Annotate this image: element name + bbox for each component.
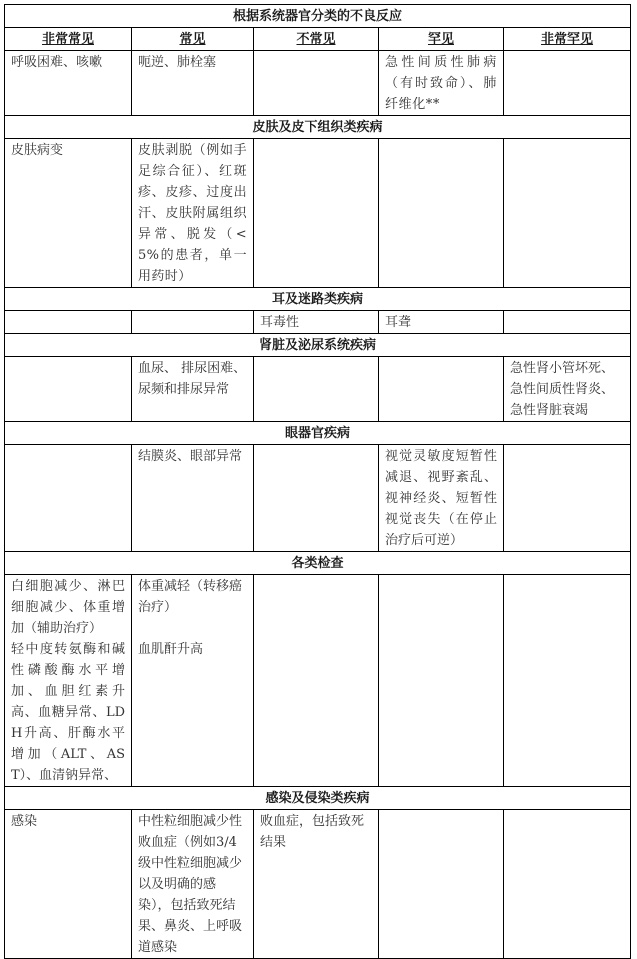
column-header-common: 常见: [132, 28, 254, 51]
cell-very-rare: [504, 139, 631, 288]
cell-uncommon: [254, 51, 379, 116]
cell-very-rare: [504, 445, 631, 552]
cell-common: 呃逆、肺栓塞: [132, 51, 254, 116]
cell-uncommon: [254, 139, 379, 288]
cell-common: 皮肤剥脱（例如手足综合征）、红斑疹、皮疹、过度出汗、皮肤附属组织异常、脱发（<5%的患者，单一用药时）: [132, 139, 254, 288]
cell-very-rare: 急性肾小管坏死、急性间质性肾炎、急性肾脏衰竭: [504, 357, 631, 422]
section-header-row: [5, 787, 631, 810]
table-row-respiratory: [5, 51, 631, 116]
section-header-row: [5, 288, 631, 311]
cell-very-common: [5, 357, 132, 422]
column-header-very-common: 非常常见: [5, 28, 132, 51]
cell-rare: 视觉灵敏度短暂性减退、视野紊乱、视神经炎、短暂性视觉丧失（在停止治疗后可逆）: [379, 445, 504, 552]
adverse-reactions-table: [4, 4, 631, 959]
section-header-eye: 眼器官疾病: [5, 422, 631, 445]
section-header-investigations: 各类检查: [5, 552, 631, 575]
cell-rare: [379, 810, 504, 959]
column-header-very-rare: 非常罕见: [504, 28, 631, 51]
cell-rare: [379, 357, 504, 422]
table-row-kidney: [5, 357, 631, 422]
cell-uncommon: [254, 575, 379, 787]
cell-common: 血尿、 排尿困难、尿频和排尿异常: [132, 357, 254, 422]
section-header-row: [5, 422, 631, 445]
section-header-row: [5, 116, 631, 139]
table-row-infections: [5, 810, 631, 959]
cell-very-common: [5, 575, 132, 787]
cell-uncommon: [254, 445, 379, 552]
cell-rare: [379, 139, 504, 288]
cell-very-common: 呼吸困难、咳嗽: [5, 51, 132, 116]
column-header-rare: 罕见: [379, 28, 504, 51]
table-row-ear: [5, 311, 631, 334]
cell-common: [132, 575, 254, 787]
cell-very-rare: [504, 810, 631, 959]
cell-rare: 急性间质性肺病（有时致命）、肺纤维化**: [379, 51, 504, 116]
cell-rare: [379, 575, 504, 787]
cell-paragraph: 轻中度转氨酶和碱性磷酸酶水平增加、血胆红素升高、血糖异常、LDH升高、肝酶水平增加（ALT、AST）、血清钠异常、: [11, 642, 125, 783]
cell-paragraph: 白细胞减少、淋巴细胞减少、体重增加（辅助治疗）: [11, 579, 125, 636]
section-header-row: [5, 334, 631, 357]
table-row-eye: [5, 445, 631, 552]
table-row-investigations: [5, 575, 631, 787]
section-header-ear: 耳及迷路类疾病: [5, 288, 631, 311]
column-header-row: [5, 28, 631, 51]
section-header-skin: 皮肤及皮下组织类疾病: [5, 116, 631, 139]
table-title: 根据系统器官分类的不良反应: [5, 5, 631, 28]
cell-very-rare: [504, 575, 631, 787]
table-title-row: [5, 5, 631, 28]
cell-very-rare: [504, 311, 631, 334]
cell-common: 结膜炎、眼部异常: [132, 445, 254, 552]
column-header-uncommon: 不常见: [254, 28, 379, 51]
cell-very-common: 感染: [5, 810, 132, 959]
cell-uncommon: 耳毒性: [254, 311, 379, 334]
section-header-row: [5, 552, 631, 575]
cell-rare: 耳聋: [379, 311, 504, 334]
section-header-kidney: 肾脏及泌尿系统疾病: [5, 334, 631, 357]
cell-paragraph: 血肌酐升高: [138, 642, 204, 657]
cell-uncommon: [254, 357, 379, 422]
section-header-infections: 感染及侵染类疾病: [5, 787, 631, 810]
cell-very-common: [5, 445, 132, 552]
cell-common: 中性粒细胞减少性败血症（例如3/4级中性粒细胞减少以及明确的感染），包括致死结果、鼻炎、上呼吸道感染: [132, 810, 254, 959]
table-row-skin: [5, 139, 631, 288]
cell-common: [132, 311, 254, 334]
cell-paragraph: 体重减轻（转移癌治疗）: [138, 579, 243, 615]
cell-uncommon: 败血症，包括致死结果: [254, 810, 379, 959]
cell-very-common: [5, 311, 132, 334]
cell-very-common: 皮肤病变: [5, 139, 132, 288]
cell-very-rare: [504, 51, 631, 116]
